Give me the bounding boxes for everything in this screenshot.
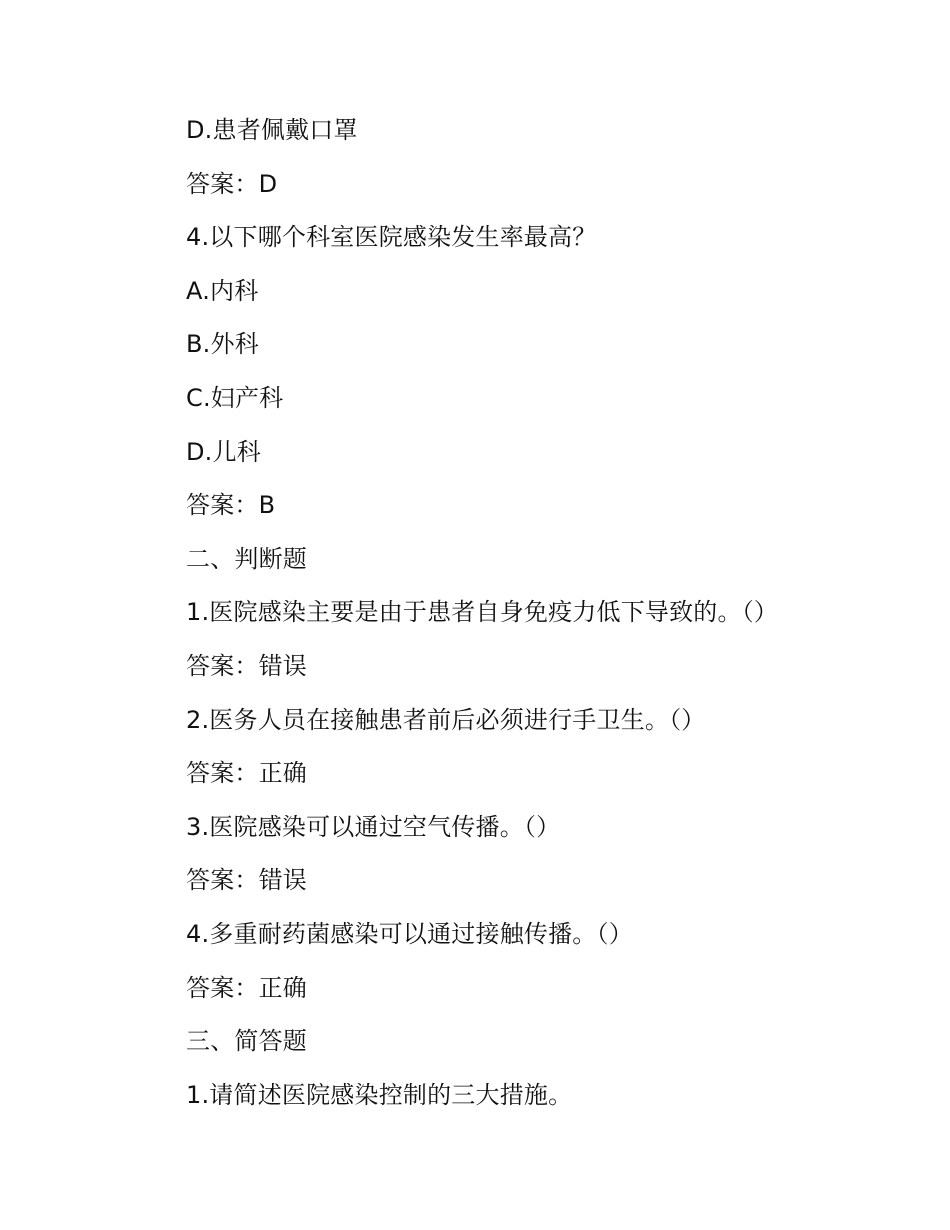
question-line: 4.以下哪个科室医院感染发生率最高？ — [186, 223, 597, 252]
question-line: 3.医院感染可以通过空气传播。（） — [186, 812, 561, 841]
question-line: 1.请简述医院感染控制的三大措施。 — [186, 1080, 573, 1109]
option-d-line: D.儿科 — [186, 437, 261, 466]
answer-line: 答案：错误 — [186, 866, 307, 895]
question-line: 1.医院感染主要是由于患者自身免疫力低下导致的。（） — [186, 598, 779, 627]
option-c-line: C.妇产科 — [186, 383, 284, 412]
answer-line: 答案：正确 — [186, 759, 307, 788]
answer-line: 答案：错误 — [186, 651, 307, 680]
section-heading: 三、简答题 — [186, 1027, 307, 1056]
section-heading: 二、判断题 — [186, 544, 307, 573]
option-b-line: B.外科 — [186, 330, 259, 359]
option-a-line: A.内科 — [186, 276, 259, 305]
option-d-line: D.患者佩戴口罩 — [186, 116, 358, 144]
question-line: 4.多重耐药菌感染可以通过接触传播。（） — [186, 919, 633, 948]
answer-line: 答案：正确 — [186, 973, 307, 1002]
answer-line: 答案：B — [186, 491, 276, 520]
answer-line: 答案：D — [186, 169, 278, 198]
document-content — [186, 110, 886, 1128]
question-line: 2.医务人员在接触患者前后必须进行手卫生。（） — [186, 705, 706, 734]
